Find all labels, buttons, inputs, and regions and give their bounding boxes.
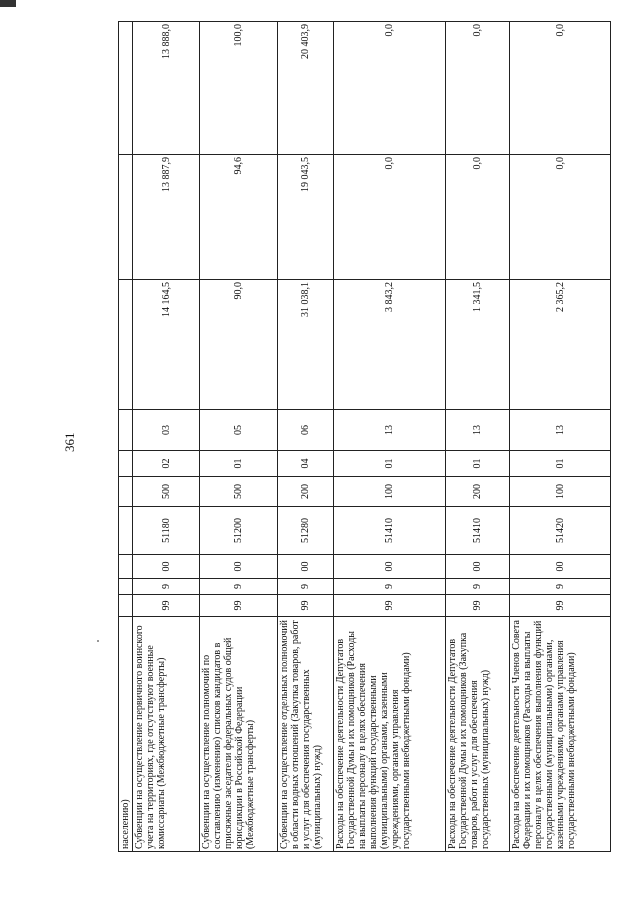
amount-year1-cell: 14 164,5: [133, 280, 200, 410]
empty-cell: [119, 477, 133, 507]
amount-year1-cell: 1 341,5: [446, 280, 510, 410]
row-description: Субвенции на осуществление первичного воинского учета на территориях, где отсутствуют военные комиссариаты (Межбюджетные трансферты): [133, 617, 200, 852]
subprogram-code-cell: 9: [446, 579, 510, 595]
subsection-code-cell: 05: [200, 410, 278, 451]
program-code-cell: 99: [334, 595, 446, 617]
table-row: [510, 22, 611, 852]
subprogram-code-cell: 9: [510, 579, 611, 595]
amount-year3-cell: 0,0: [334, 22, 446, 155]
row-description: Субвенции на осуществление отдельных полномочий в области водных отношений (Закупка товаров, работ и услуг для обеспечения государственных (муниципальных) нужд): [278, 617, 334, 852]
subsection-code-cell: 03: [133, 410, 200, 451]
amount-year2-cell: 13 887,9: [133, 155, 200, 280]
empty-cell: [119, 22, 133, 155]
amount-year3-cell: 0,0: [446, 22, 510, 155]
section-code-cell: 01: [510, 451, 611, 477]
subsection-code-cell: 13: [334, 410, 446, 451]
page-number: 361: [62, 432, 77, 452]
amount-year3-cell: 13 888,0: [133, 22, 200, 155]
amount-year3-cell: 0,0: [510, 22, 611, 155]
direction-code-cell: 51410: [446, 507, 510, 555]
direction-code-cell: 51180: [133, 507, 200, 555]
direction-code-cell: 51280: [278, 507, 334, 555]
amount-year2-cell: 94,6: [200, 155, 278, 280]
amount-year1-cell: 31 038,1: [278, 280, 334, 410]
subprogram-code-cell: 9: [334, 579, 446, 595]
section-code-cell: 01: [334, 451, 446, 477]
subprogram-code-cell: 9: [200, 579, 278, 595]
empty-cell: [119, 595, 133, 617]
amount-year2-cell: 0,0: [334, 155, 446, 280]
amount-year3-cell: 20 403,9: [278, 22, 334, 155]
table-row: [278, 22, 334, 852]
empty-cell: [119, 507, 133, 555]
amount-year1-cell: 3 843,2: [334, 280, 446, 410]
amount-year2-cell: 0,0: [446, 155, 510, 280]
empty-cell: [119, 451, 133, 477]
subsection-code-cell: 06: [278, 410, 334, 451]
table-header-fragment-row: [119, 22, 133, 852]
empty-cell: [119, 280, 133, 410]
subsection-code-cell: 13: [446, 410, 510, 451]
program-code-cell: 99: [446, 595, 510, 617]
header-fragment-text: населению): [119, 617, 133, 852]
program-code-cell: 99: [510, 595, 611, 617]
table-row: [446, 22, 510, 852]
expense-type-cell: 100: [510, 477, 611, 507]
scan-speck: [97, 640, 99, 642]
activity-code-cell: 00: [510, 555, 611, 579]
activity-code-cell: 00: [334, 555, 446, 579]
activity-code-cell: 00: [200, 555, 278, 579]
expense-type-cell: 500: [200, 477, 278, 507]
row-description: Субвенции на осуществление полномочий по составлению (изменению) списков кандидатов в присяжные заседатели федеральных судов общей юрисдикции в Российской Федерации (Межбюджетные трансферты): [200, 617, 278, 852]
empty-cell: [119, 555, 133, 579]
direction-code-cell: 51200: [200, 507, 278, 555]
activity-code-cell: 00: [446, 555, 510, 579]
direction-code-cell: 51410: [334, 507, 446, 555]
expense-type-cell: 100: [334, 477, 446, 507]
program-code-cell: 99: [133, 595, 200, 617]
direction-code-cell: 51420: [510, 507, 611, 555]
subsection-code-cell: 13: [510, 410, 611, 451]
empty-cell: [119, 410, 133, 451]
activity-code-cell: 00: [278, 555, 334, 579]
amount-year1-cell: 2 365,2: [510, 280, 611, 410]
budget-table: [118, 21, 611, 852]
program-code-cell: 99: [278, 595, 334, 617]
program-code-cell: 99: [200, 595, 278, 617]
section-code-cell: 01: [446, 451, 510, 477]
subprogram-code-cell: 9: [133, 579, 200, 595]
row-description: Расходы на обеспечение деятельности Депутатов Государственной Думы и их помощников (Закупка товаров, работ и услуг для обеспечения государственных (муниципальных) нужд): [446, 617, 510, 852]
table-row: [200, 22, 278, 852]
amount-year2-cell: 0,0: [510, 155, 611, 280]
scan-corner-mark: [0, 0, 16, 7]
empty-cell: [119, 579, 133, 595]
row-description: Расходы на обеспечение деятельности Членов Совета Федерации и их помощников (Расходы на выплаты персоналу в целях обеспечения выполнения функций государственными (муниципальными) органами, казенными учреждениями, органами управления государственными внебюджетными фондами): [510, 617, 611, 852]
table-row: [334, 22, 446, 852]
expense-type-cell: 200: [446, 477, 510, 507]
amount-year2-cell: 19 043,5: [278, 155, 334, 280]
activity-code-cell: 00: [133, 555, 200, 579]
table-row: [133, 22, 200, 852]
empty-cell: [119, 155, 133, 280]
section-code-cell: 04: [278, 451, 334, 477]
subprogram-code-cell: 9: [278, 579, 334, 595]
expense-type-cell: 500: [133, 477, 200, 507]
expense-type-cell: 200: [278, 477, 334, 507]
section-code-cell: 02: [133, 451, 200, 477]
rotated-table-container: [118, 24, 608, 852]
amount-year3-cell: 100,0: [200, 22, 278, 155]
row-description: Расходы на обеспечение деятельности Депутатов Государственной Думы и их помощников (Расходы на выплаты персоналу в целях обеспечения выполнения функций государственными (муниципальными) органами, казенными учреждениями, органами управления государственными внебюджетными фондами): [334, 617, 446, 852]
amount-year1-cell: 90,0: [200, 280, 278, 410]
section-code-cell: 01: [200, 451, 278, 477]
